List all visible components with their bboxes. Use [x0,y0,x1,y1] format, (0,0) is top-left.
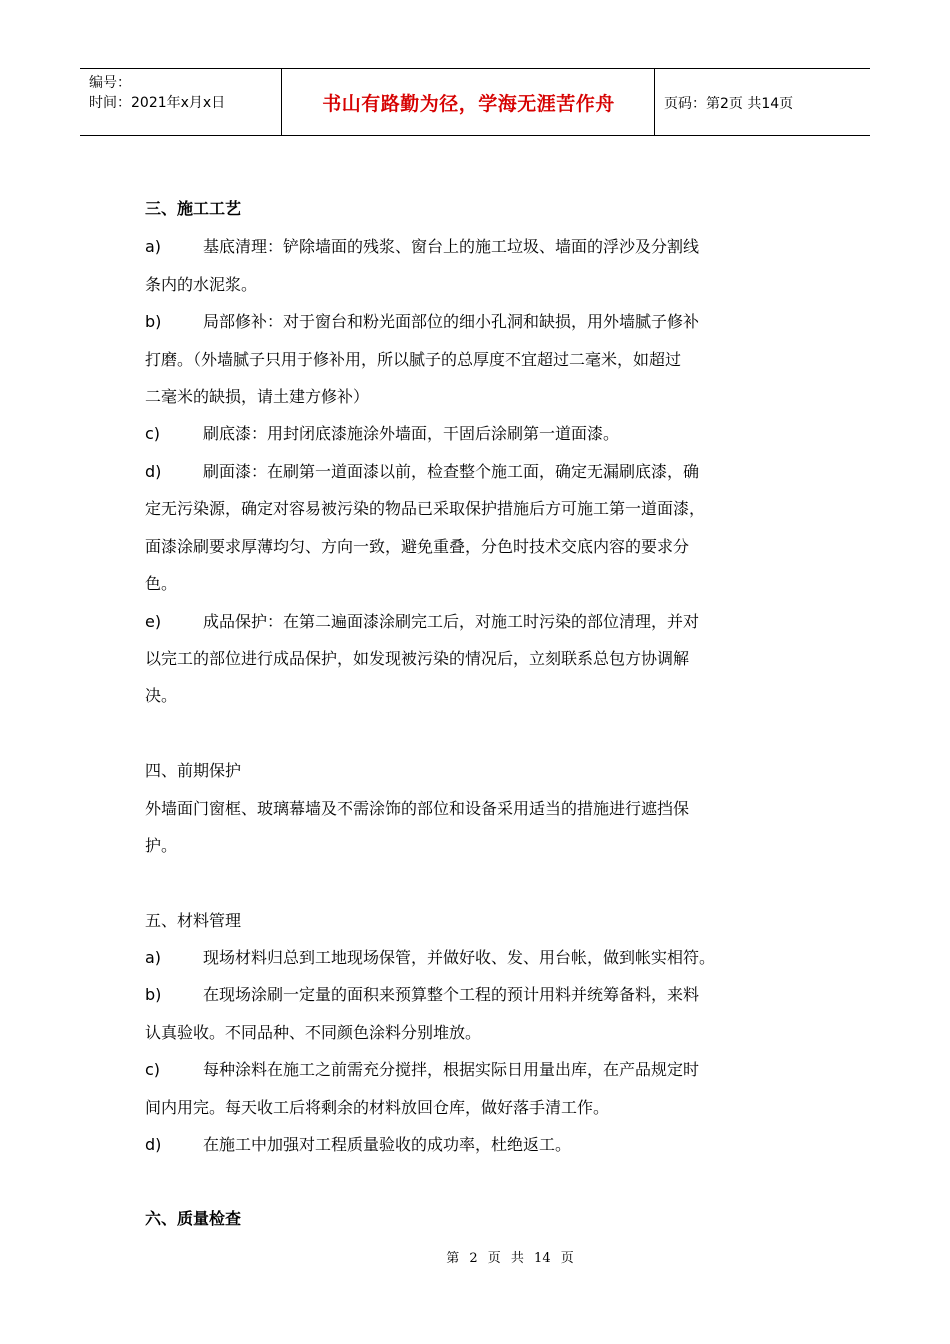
header-meta [89,73,225,113]
header-motto: 书山有路勤为径，学海无涯苦作舟 [322,92,615,115]
item-text-cont: 打磨。（外墙腻子只用于修补用，所以腻子的总厚度不宜超过二毫米，如超过 [145,350,682,369]
item-text: 现场材料归总到工地现场保管，并做好收、发、用台帐，做到帐实相符。 [203,948,716,967]
item-text: 局部修补：对于窗台和粉光面部位的细小孔洞和缺损，用外墙腻子修补 [203,312,700,331]
item-label: c) [145,1060,161,1079]
list-item [145,303,699,340]
page-header [80,68,870,136]
list-item [145,976,699,1013]
list-item [145,939,715,976]
item-text-cont: 以完工的部位进行成品保护，如发现被污染的情况后，立刻联系总包方协调解 [145,649,690,668]
item-label: d) [145,1135,162,1154]
item-text: 刷底漆：用封闭底漆施涂外墙面，干固后涂刷第一道面漆。 [203,424,620,443]
section-title: 四、前期保护 [145,761,242,780]
list-item [145,453,699,490]
item-text-cont: 色。 [145,574,178,593]
item-text: 每种涂料在施工之前需充分搅拌，根据实际日用量出库，在产品规定时 [203,1060,700,1079]
item-text-cont: 认真验收。不同品种、不同颜色涂料分别堆放。 [145,1023,482,1042]
item-text: 在施工中加强对工程质量验收的成功率，杜绝返工。 [203,1135,572,1154]
paragraph-line: 外墙面门窗框、玻璃幕墙及不需涂饰的部位和设备采用适当的措施进行遮挡保 [145,799,690,818]
item-text-cont: 条内的水泥浆。 [145,275,258,294]
item-text: 基底清理：铲除墙面的残浆、窗台上的施工垃圾、墙面的浮沙及分割线 [203,237,700,256]
list-item [145,603,699,640]
item-label: a) [145,948,162,967]
item-text-cont: 二毫米的缺损，请土建方修补） [145,387,370,406]
item-text-cont: 定无污染源，确定对容易被污染的物品已采取保护措施后方可施工第一道面漆， [145,499,706,518]
item-text: 成品保护：在第二遍面漆涂刷完工后，对施工时污染的部位清理，并对 [203,612,700,631]
list-item [145,1126,571,1163]
item-label: b) [145,985,162,1004]
item-label: e) [145,612,162,631]
item-label: c) [145,424,161,443]
item-text: 在现场涂刷一定量的面积来预算整个工程的预计用料并统筹备料，来料 [203,985,700,1004]
date-label: 时间：2021年x月x日 [89,95,226,111]
list-item [145,1051,699,1088]
section-title: 五、材料管理 [145,911,242,930]
page-footer: 第 2 页 共 14 页 [446,1251,574,1266]
section-title: 三、施工工艺 [145,199,242,218]
list-item [145,415,619,452]
section-title: 六、质量检查 [145,1209,242,1228]
item-text-cont: 间内用完。每天收工后将剩余的材料放回仓库，做好落手清工作。 [145,1098,610,1117]
item-label: a) [145,237,162,256]
paragraph-line: 护。 [145,836,178,855]
item-text-cont: 决。 [145,686,178,705]
item-text: 刷面漆：在刷第一道面漆以前，检查整个施工面，确定无漏刷底漆，确 [203,462,700,481]
header-page-info: 页码：第2页 共14页 [664,96,794,112]
code-label: 编号： [89,75,131,91]
item-text-cont: 面漆涂刷要求厚薄均匀、方向一致，避免重叠，分色时技术交底内容的要求分 [145,537,690,556]
list-item [145,228,699,265]
header-divider [654,69,655,135]
item-label: d) [145,462,162,481]
item-label: b) [145,312,162,331]
